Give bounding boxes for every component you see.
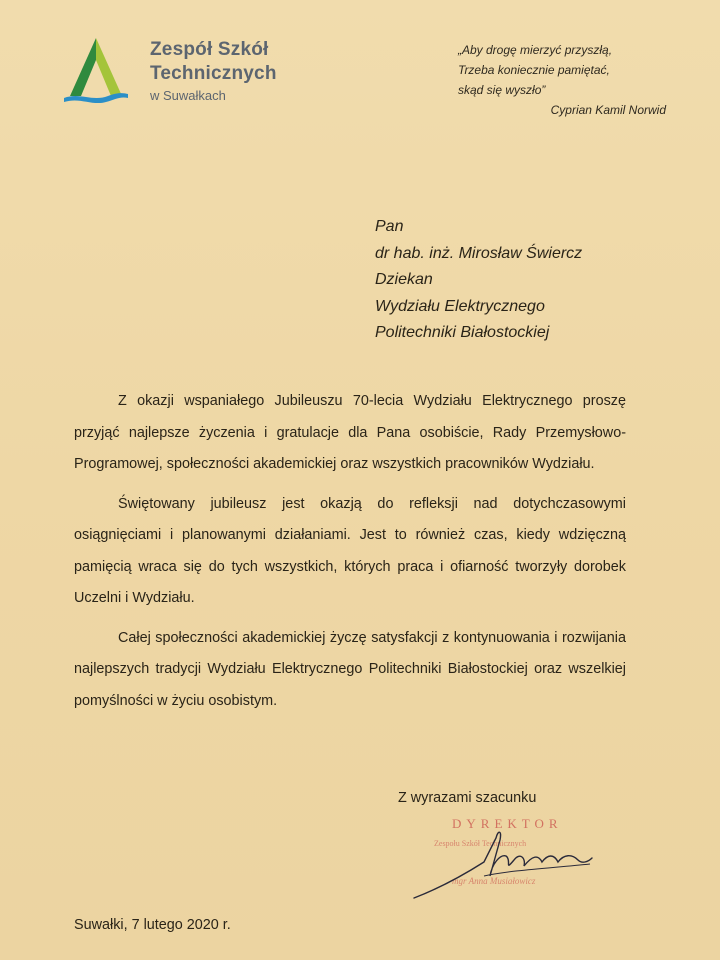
school-name-block xyxy=(150,38,277,105)
addressee-line: Dziekan xyxy=(375,271,433,288)
addressee-line: dr hab. inż. Mirosław Świercz xyxy=(375,244,583,262)
school-logo-icon xyxy=(62,36,132,106)
stamp-title: DYREKTOR xyxy=(452,818,563,831)
school-location: w Suwałkach xyxy=(150,88,226,103)
signature-underline xyxy=(484,864,590,876)
school-name-line2: Technicznych xyxy=(150,63,277,84)
quote-line: „Aby drogę mierzyć przyszłą, xyxy=(458,43,613,57)
quote-author: Cyprian Kamil Norwid xyxy=(550,103,666,117)
letter-body xyxy=(74,386,626,725)
place-and-date: Suwałki, 7 lutego 2020 r. xyxy=(74,917,231,933)
closing-phrase: Z wyrazami szacunku xyxy=(398,790,537,806)
logo-left-stroke xyxy=(70,38,96,96)
body-paragraph: Świętowany jubileusz jest okazją do refleksji nad dotychczasowymi osiągnięciami i planowanymi działaniami. Jest to również czas, kiedy wdzięczną pamięcią wraca się do tych wszystkich, których praca i ofiarność tworzyły dorobek Uczelni i Wydziału. xyxy=(74,495,626,606)
stamp-and-signature xyxy=(392,818,622,918)
stamp-line2: Zespołu Szkół Technicznych xyxy=(434,839,527,848)
quote-line: skąd się wyszło” xyxy=(458,83,546,97)
body-paragraph: Całej społeczności akademickiej życzę satysfakcji z kontynuowania i rozwijania najlepszych tradycji Wydziału Elektrycznego Politechniki Białostockiej oraz wszelkiej pomyślności w życiu osobistym. xyxy=(74,629,626,709)
body-paragraph: Z okazji wspaniałego Jubileuszu 70-lecia Wydziału Elektrycznego proszę przyjąć najlepsze życzenia i gratulacje dla Pana osobiście, Rady Przemysłowo-Programowej, społeczności akademickiej oraz wszystkich pracowników Wydziału. xyxy=(74,393,626,472)
quote-line: Trzeba koniecznie pamiętać, xyxy=(458,63,610,77)
addressee-line: Politechniki Białostockiej xyxy=(375,324,550,341)
stamp-name: mgr Anna Musiałowicz xyxy=(452,876,536,886)
addressee-block xyxy=(375,214,582,347)
school-name-line1: Zespół Szkół xyxy=(150,39,269,60)
addressee-line: Wydziału Elektrycznego xyxy=(375,297,545,315)
logo-right-stroke xyxy=(96,38,122,96)
epigraph-quote xyxy=(458,40,668,120)
addressee-line: Pan xyxy=(375,218,404,235)
